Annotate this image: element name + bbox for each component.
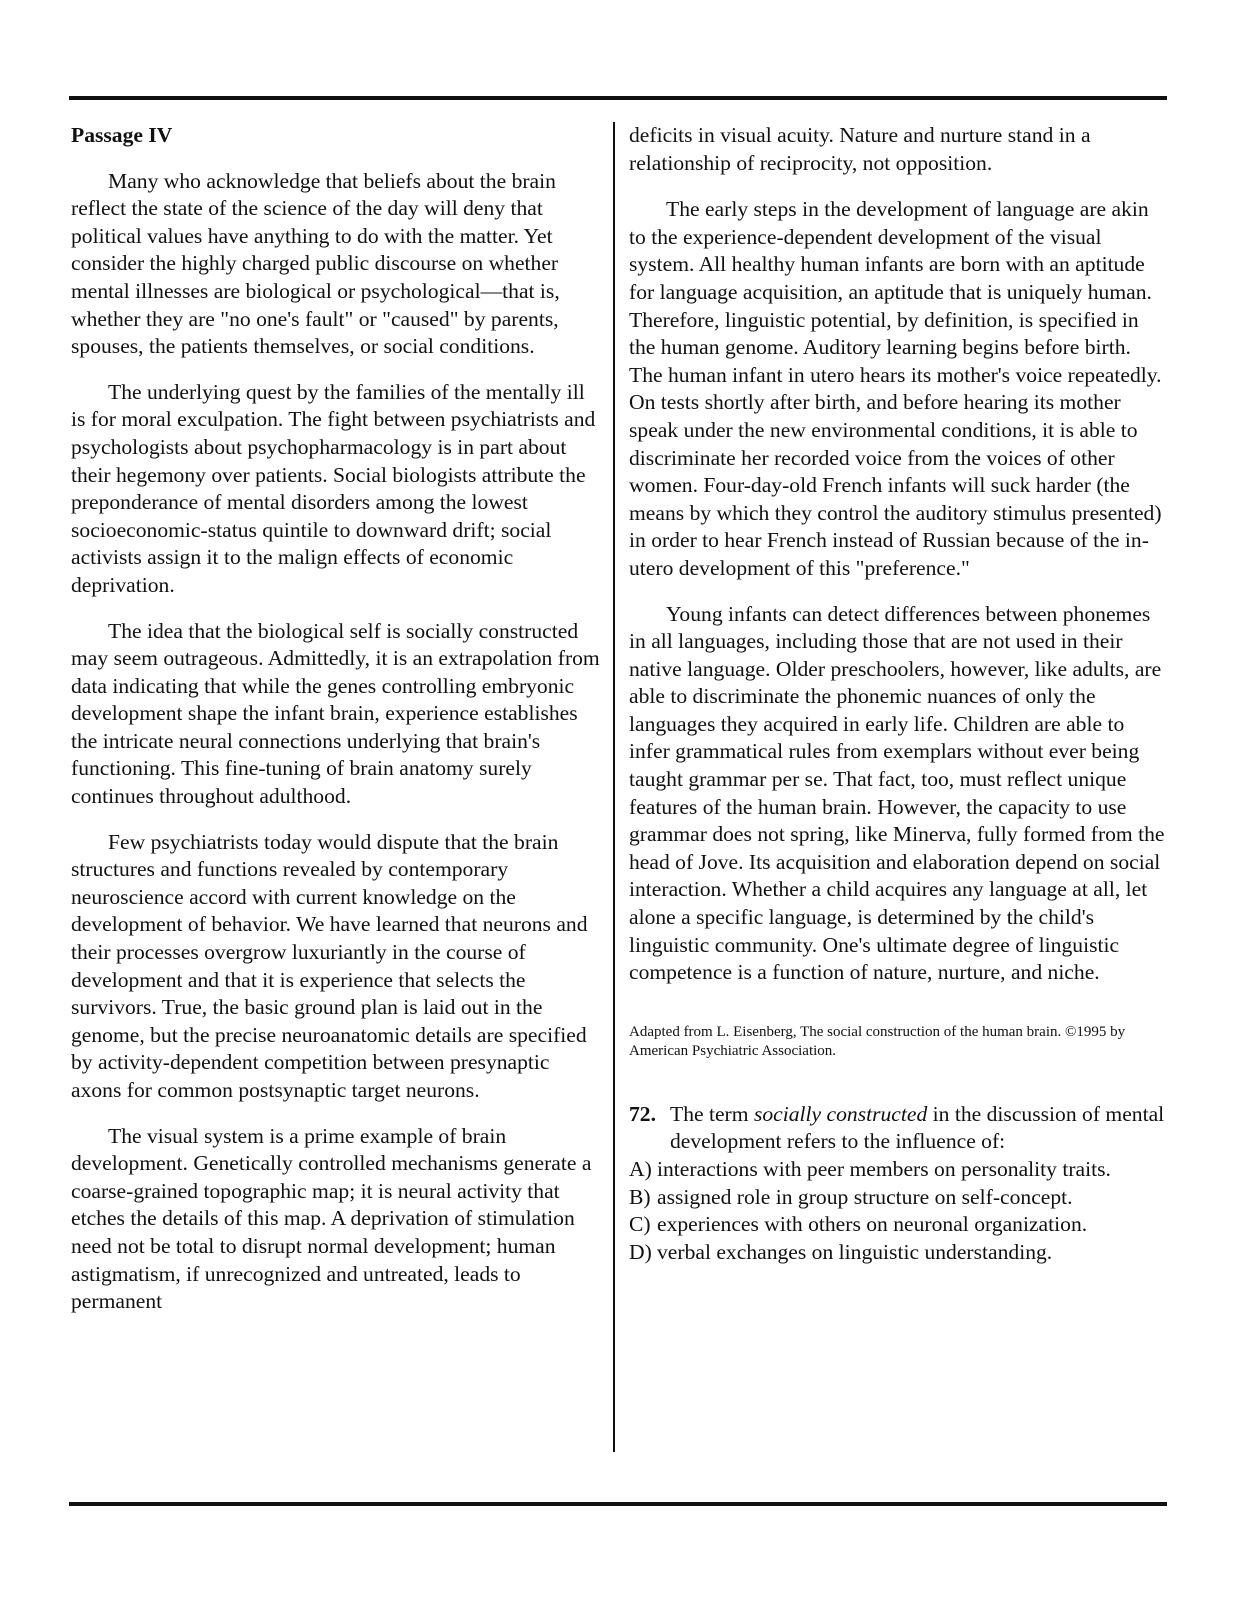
bottom-rule <box>69 1502 1167 1506</box>
answer-choice-c[interactable] <box>629 1211 1169 1239</box>
choice-label: B) <box>629 1184 651 1209</box>
column-divider <box>613 122 615 1452</box>
answer-choice-d[interactable] <box>629 1239 1169 1267</box>
choice-label: D) <box>629 1239 652 1264</box>
passage-paragraph: The early steps in the development of language are akin to the experience-dependent development of the visual system. All healthy human infants are born with an aptitude for language acquisition, an aptitude that is uniquely human. Therefore, linguistic potential, by definition, is specified in the human genome. Auditory learning begins before birth. The human infant in utero hears its mother's voice repeatedly. On tests shortly after birth, and before hearing its mother speak under the new environmental conditions, it is able to discriminate her recorded voice from the voices of other women. Four-day-old French infants will suck harder (the means by which they control the auditory stimulus presented) in order to hear French instead of Russian because of the in-utero development of this "preference." <box>629 197 1162 580</box>
passage-heading: Passage IV <box>71 123 173 147</box>
question-72 <box>629 1101 1169 1267</box>
passage-paragraph: The idea that the biological self is socially constructed may seem outrageous. Admittedly, it is an extrapolation from data indicating that while the genes controlling embryonic development shape the infant brain, experience establishes the intricate neural connections underlying that brain's functioning. This fine-tuning of brain anatomy surely continues throughout adulthood. <box>71 618 600 809</box>
passage-paragraph: The underlying quest by the families of the mentally ill is for moral exculpation. The fight between psychiatrists and psychologists about psychopharmacology is in part about their hegemony over patients. Social biologists attribute the preponderance of mental disorders among the lowest socioeconomic-status quintile to downward drift; social activists assign it to the malign effects of economic deprivation. <box>71 379 596 597</box>
passage-source-citation: Adapted from L. Eisenberg, The social construction of the human brain. ©1995 by American Psychiatric Association. <box>629 1023 1126 1059</box>
passage-paragraph: Young infants can detect differences between phonemes in all languages, including those that are not used in their native language. Older preschoolers, however, like adults, are able to discriminate the phonemic nuances of only the languages they acquired in early life. Children are able to infer grammatical rules from exemplars without ever being taught grammar per se. That fact, too, must reflect unique features of the human brain. However, the capacity to use grammar does not spring, like Minerva, fully formed from the head of Jove. Its acquisition and elaboration depend on social interaction. Whether a child acquires any language at all, let alone a specific language, is determined by the child's linguistic community. One's ultimate degree of linguistic competence is a function of nature, nurture, and niche. <box>629 601 1165 985</box>
choice-text: experiences with others on neuronal organization. <box>657 1212 1088 1237</box>
choice-label: C) <box>629 1212 651 1237</box>
choice-label: A) <box>629 1157 652 1181</box>
choice-text: assigned role in group structure on self-concept. <box>657 1184 1073 1209</box>
passage-left-column <box>71 122 601 1334</box>
question-stem-term: socially constructed <box>753 1101 928 1126</box>
question-stem-after: in the discussion of mental development refers to the influence of: <box>670 1101 1165 1154</box>
question-stem <box>629 1101 1169 1156</box>
choice-text: verbal exchanges on linguistic understanding. <box>657 1239 1053 1264</box>
passage-right-column <box>629 122 1169 1266</box>
question-number: 72. <box>629 1101 656 1126</box>
passage-paragraph-continued: deficits in visual acuity. Nature and nurture stand in a relationship of reciprocity, not opposition. <box>629 123 1091 175</box>
question-stem-before: The term <box>670 1101 754 1126</box>
passage-paragraph: Few psychiatrists today would dispute that the brain structures and functions revealed by contemporary neuroscience accord with current knowledge on the development of behavior. We have learned that neurons and their processes overgrow luxuriantly in the course of development and that it is experience that selects the survivors. True, the basic ground plan is laid out in the genome, but the precise neuroanatomic details are specified by activity-dependent competition between presynaptic axons for common postsynaptic target neurons. <box>71 829 588 1102</box>
answer-choice-a[interactable] <box>629 1156 1169 1184</box>
passage-paragraph: Many who acknowledge that beliefs about the brain reflect the state of the science of the day will deny that political values have anything to do with the matter. Yet consider the highly charged public discourse on whether mental illnesses are biological or psychological—that is, whether they are "no one's fault" or "caused" by parents, spouses, the patients themselves, or social conditions. <box>71 168 560 359</box>
top-rule <box>69 96 1167 100</box>
answer-choice-b[interactable] <box>629 1184 1169 1212</box>
choice-text: interactions with peer members on personality traits. <box>657 1157 1111 1181</box>
passage-paragraph: The visual system is a prime example of brain development. Genetically controlled mechanisms generate a coarse-grained topographic map; it is neural activity that etches the details of this map. A deprivation of stimulation need not be total to disrupt normal development; human astigmatism, if unrecognized and untreated, leads to permanent <box>71 1123 592 1314</box>
